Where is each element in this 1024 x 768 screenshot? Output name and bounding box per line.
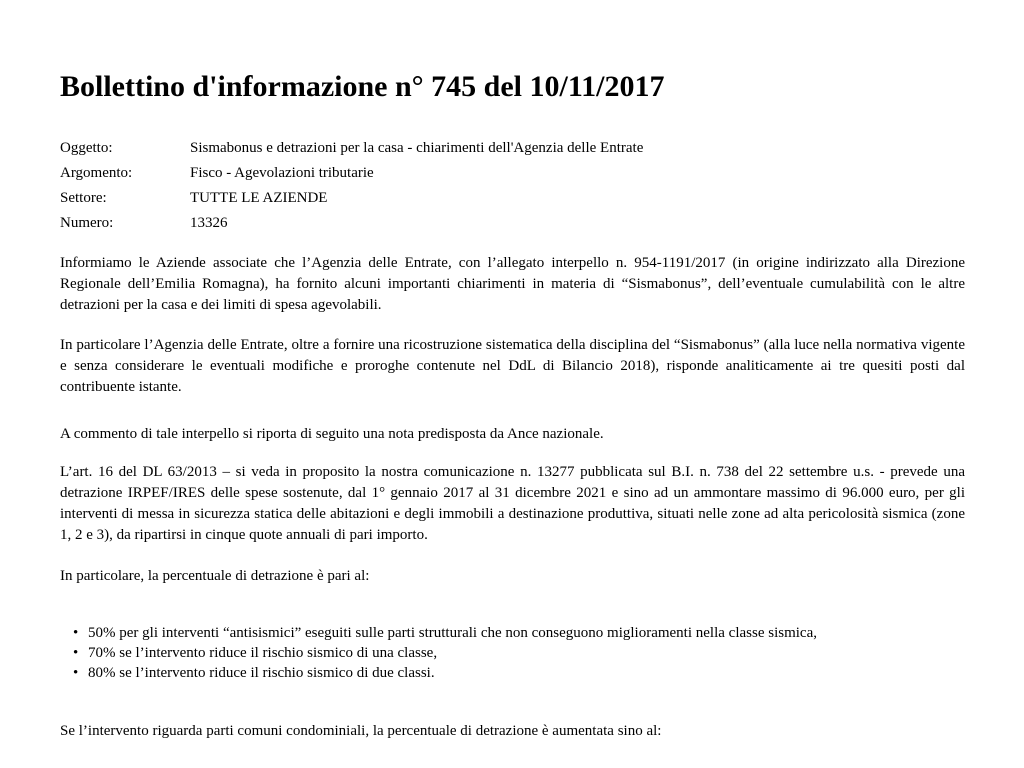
- detrazione-bullet-list: [60, 623, 965, 683]
- paragraph-nota-ance: A commento di tale interpello si riporta di seguito una nota predisposta da Ance nazionale.: [60, 426, 604, 442]
- list-item: [60, 643, 965, 663]
- bullet-icon: •: [73, 665, 79, 681]
- metadata-value: 13326: [190, 215, 228, 231]
- paragraph-intro: Informiamo le Aziende associate che l’Agenzia delle Entrate, con l’allegato interpello n. 954-1191/2017 (in origine indirizzato alla Direzione Regionale dell’Emilia Romagna), ha fornito alcuni importanti chiarimenti in materia di “Sismabonus”, dell’eventuale cumulabilità con le altre detrazioni per la casa e dei limiti di spesa agevolabili.: [60, 255, 965, 313]
- paragraph-parti-comuni: Se l’intervento riguarda parti comuni condominiali, la percentuale di detrazione è aumentata sino al:: [60, 723, 662, 739]
- metadata-row-oggetto: [60, 136, 965, 161]
- list-item: [60, 663, 965, 683]
- bullet-icon: •: [73, 625, 79, 641]
- paragraph-percentuale-detrazione: In particolare, la percentuale di detrazione è pari al:: [60, 568, 370, 584]
- metadata-value: TUTTE LE AZIENDE: [190, 190, 328, 206]
- metadata-block: [60, 136, 965, 236]
- paragraph-agenzia-ricostruzione: In particolare l’Agenzia delle Entrate, oltre a fornire una ricostruzione sistematica della disciplina del “Sismabonus” (alla luce nella normativa vigente e senza considerare le eventuali modifiche e proroghe contenute nel DdL di Bilancio 2018), risponde analiticamente ai tre quesiti posti dal contribuente istante.: [60, 337, 965, 395]
- metadata-value: Fisco - Agevolazioni tributarie: [190, 165, 374, 181]
- paragraph-art16-dl63: L’art. 16 del DL 63/2013 – si veda in proposito la nostra comunicazione n. 13277 pubblicata sul B.I. n. 738 del 22 settembre u.s. - prevede una detrazione IRPEF/IRES delle spese sostenute, dal 1° gennaio 2017 al 31 dicembre 2021 e sino ad un ammontare massimo di 96.000 euro, per gli interventi di messa in sicurezza statica delle abitazioni e degli immobili a destinazione produttiva, situati nelle zone ad alta pericolosità sismica (zone 1, 2 e 3), da ripartirsi in cinque quote annuali di pari importo.: [60, 464, 965, 543]
- metadata-row-numero: [60, 211, 965, 236]
- bullet-icon: •: [73, 645, 79, 661]
- list-item-text: 80% se l’intervento riduce il rischio sismico di due classi.: [88, 665, 435, 681]
- metadata-row-settore: [60, 186, 965, 211]
- metadata-label: Numero:: [60, 215, 114, 231]
- metadata-label: Argomento:: [60, 165, 133, 181]
- list-item: [60, 623, 965, 643]
- metadata-label: Oggetto:: [60, 140, 113, 156]
- metadata-label: Settore:: [60, 190, 107, 206]
- document-title: Bollettino d'informazione n° 745 del 10/11/2017: [60, 70, 665, 103]
- metadata-row-argomento: [60, 161, 965, 186]
- list-item-text: 50% per gli interventi “antisismici” eseguiti sulle parti strutturali che non conseguono miglioramenti nella classe sismica,: [88, 625, 817, 641]
- list-item-text: 70% se l’intervento riduce il rischio sismico di una classe,: [88, 645, 438, 661]
- metadata-value: Sismabonus e detrazioni per la casa - chiarimenti dell'Agenzia delle Entrate: [190, 140, 644, 156]
